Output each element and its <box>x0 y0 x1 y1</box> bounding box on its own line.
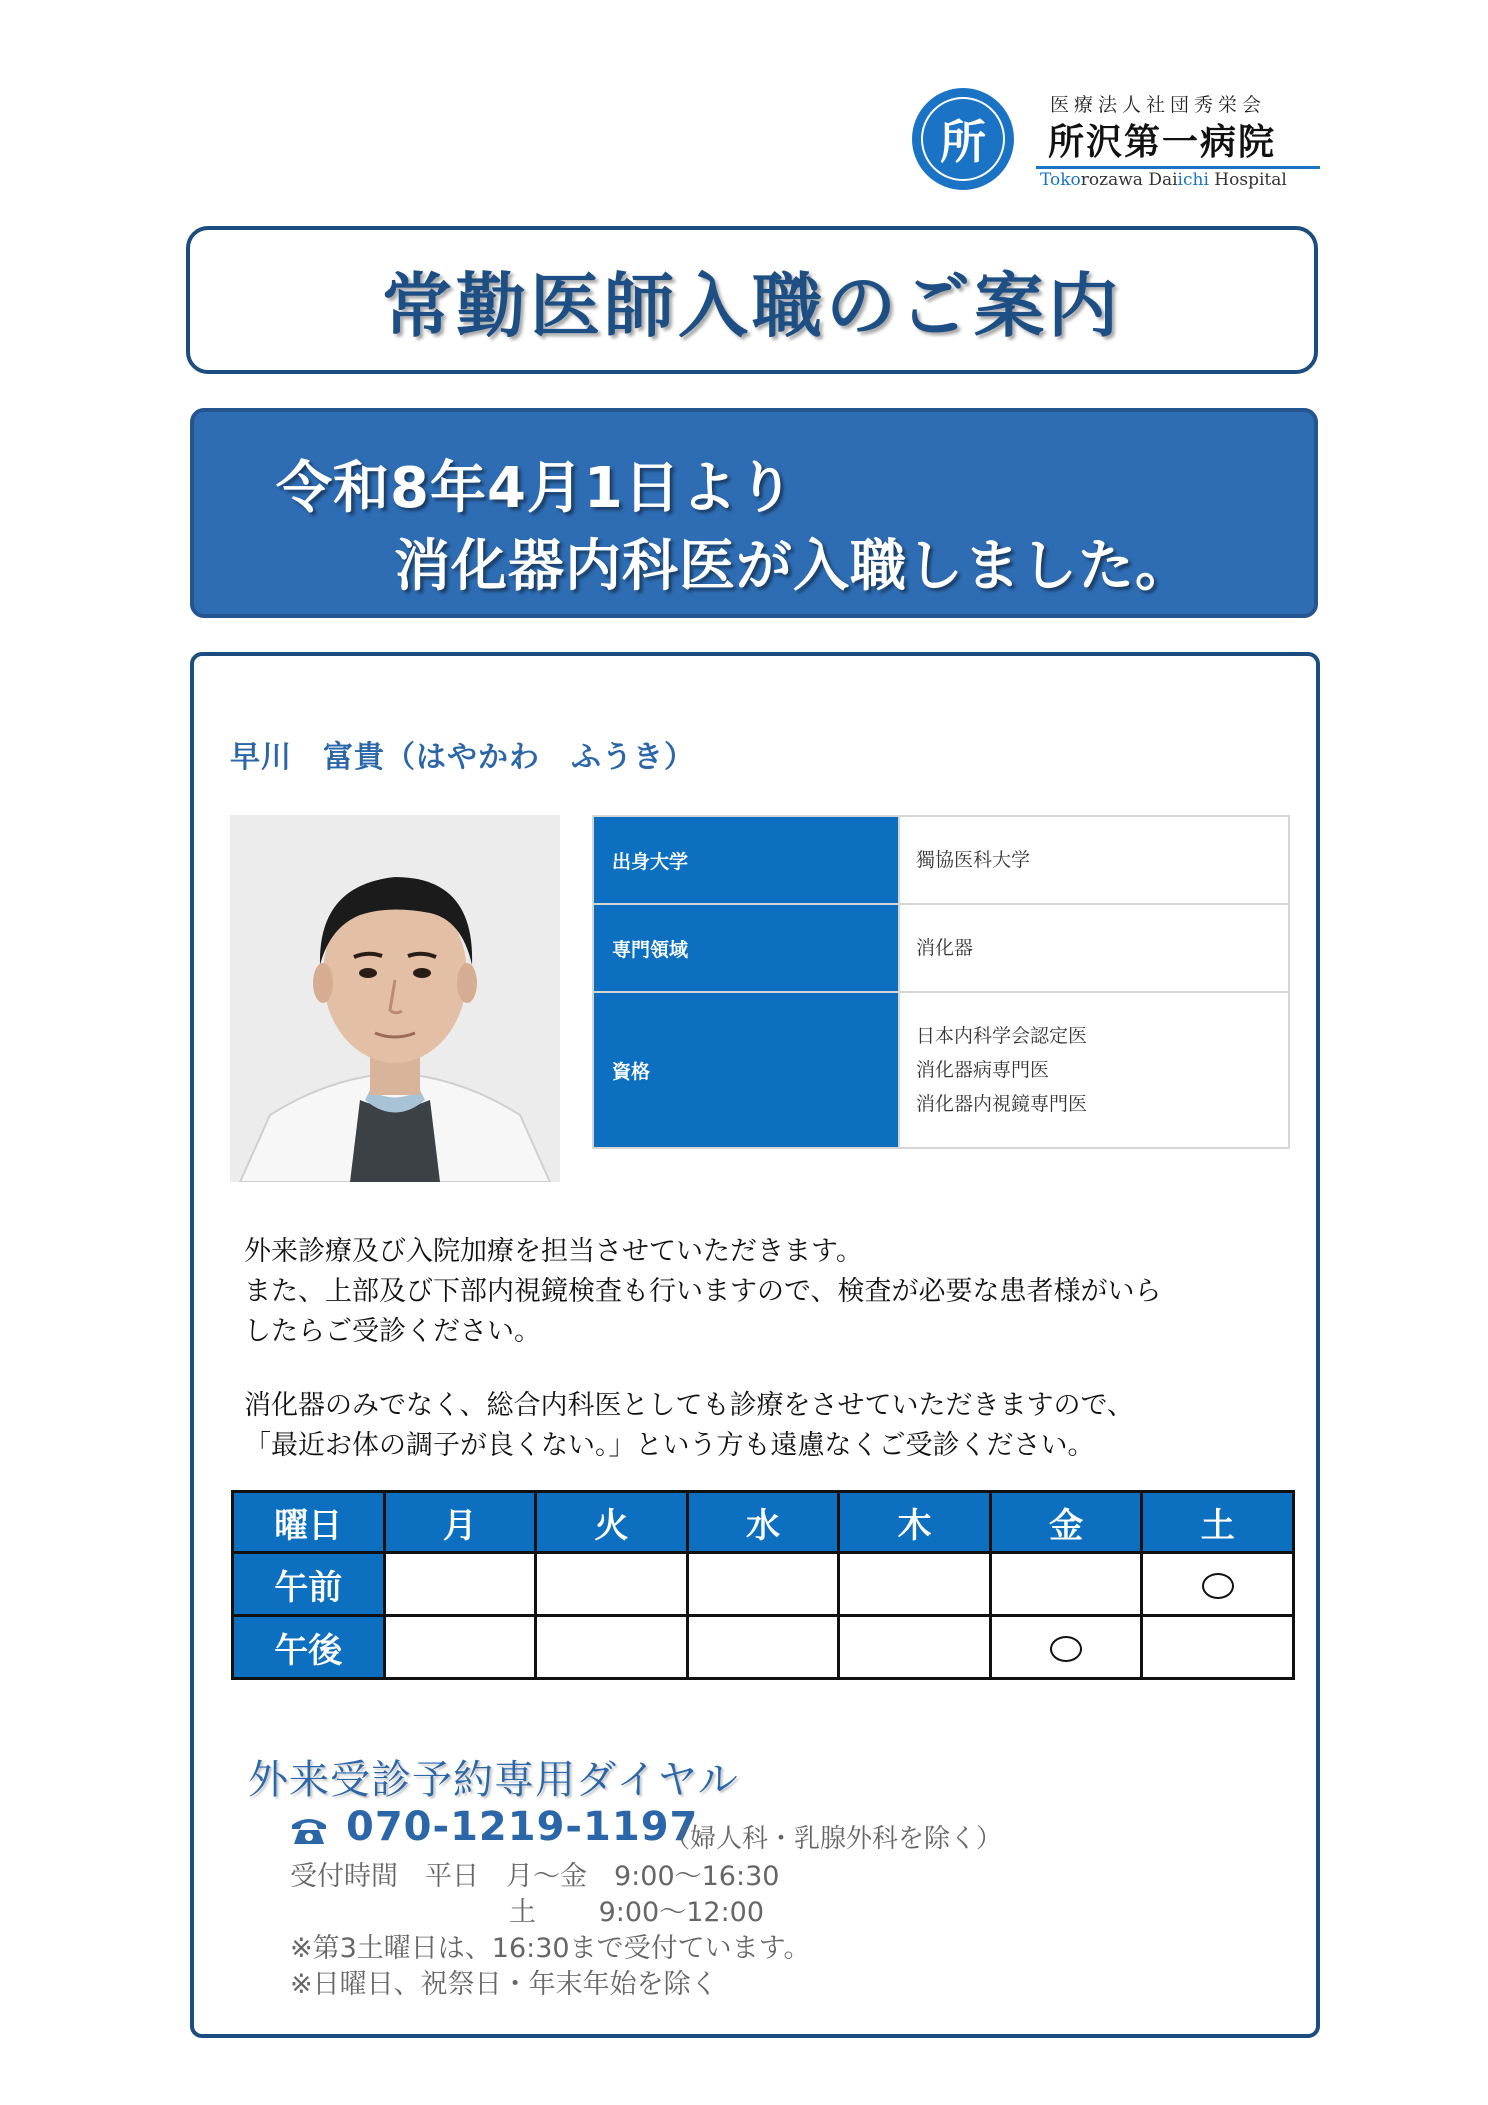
clinic-mark <box>1202 1573 1234 1599</box>
doctor-photo <box>230 815 560 1182</box>
english-name-part: rozawa Dai <box>1080 170 1178 190</box>
profile-value: 獨協医科大学 <box>899 816 1289 904</box>
english-name-part: ichi <box>1177 170 1209 190</box>
profile-label: 専門領域 <box>593 904 899 992</box>
profile-value: 消化器 <box>899 904 1289 992</box>
logo-underline <box>1036 166 1320 169</box>
schedule-header-cell: 火 <box>536 1492 688 1553</box>
message-paragraph-1 <box>244 1232 1161 1352</box>
phone-icon-graphic <box>290 1814 328 1848</box>
schedule-cell <box>990 1553 1142 1616</box>
english-name-part: Hospital <box>1208 170 1287 190</box>
schedule-cell <box>839 1616 991 1679</box>
schedule-header-cell: 土 <box>1142 1492 1294 1553</box>
schedule-cell <box>1142 1616 1294 1679</box>
reception-note-third-saturday: ※第3土曜日は、16:30まで受付ています。 <box>290 1933 811 1964</box>
schedule-row-afternoon <box>233 1616 1294 1679</box>
doctor-profile-table <box>592 815 1290 1149</box>
schedule-cell <box>687 1616 839 1679</box>
reservation-phone-number[interactable]: 070-1219-1197 <box>346 1804 699 1850</box>
logo-kanji: 所 <box>940 115 986 169</box>
profile-label: 出身大学 <box>593 816 899 904</box>
schedule-header-cell: 月 <box>384 1492 536 1553</box>
message-line: 「最近お体の調子が良くない。」という方も遠慮なくご受診ください。 <box>244 1430 1095 1461</box>
schedule-row-label: 午前 <box>233 1553 385 1616</box>
schedule-cell <box>536 1616 688 1679</box>
hospital-logo-mark <box>912 88 1014 190</box>
schedule-header-cell: 金 <box>990 1492 1142 1553</box>
qualification-item: 日本内科学会認定医 <box>916 1025 1088 1047</box>
schedule-cell <box>536 1553 688 1616</box>
schedule-header-cell: 木 <box>839 1492 991 1553</box>
phone-note: （婦人科・乳腺外科を除く） <box>664 1824 1003 1854</box>
profile-row-specialty <box>593 904 1289 992</box>
hospital-name: 所沢第一病院 <box>1048 122 1277 163</box>
reception-hours-weekday: 受付時間 平日 月～金 9:00～16:30 <box>290 1861 780 1892</box>
clinic-mark <box>1050 1636 1082 1662</box>
qualification-item: 消化器病専門医 <box>916 1059 1050 1081</box>
profile-row-university <box>593 816 1289 904</box>
schedule-cell <box>384 1616 536 1679</box>
profile-value-list <box>899 992 1289 1148</box>
schedule-header-row <box>233 1492 1294 1553</box>
phone-icon <box>290 1814 328 1848</box>
schedule-header-cell: 水 <box>687 1492 839 1553</box>
message-line: 外来診療及び入院加療を担当させていただきます。 <box>244 1236 863 1267</box>
announcement-banner <box>190 408 1318 618</box>
hospital-english-name <box>1040 170 1287 190</box>
schedule-row-label: 午後 <box>233 1616 385 1679</box>
schedule-cell <box>384 1553 536 1616</box>
schedule-row-morning <box>233 1553 1294 1616</box>
reception-note-holidays: ※日曜日、祝祭日・年末年始を除く <box>290 1969 718 2000</box>
doctor-name: 早川 富貴（はやかわ ふうき） <box>230 740 695 775</box>
schedule-header-cell: 曜日 <box>233 1492 385 1553</box>
profile-label: 資格 <box>593 992 899 1148</box>
schedule-cell <box>839 1553 991 1616</box>
schedule-cell <box>1142 1553 1294 1616</box>
message-paragraph-2 <box>244 1386 1134 1466</box>
profile-row-qualifications <box>593 992 1289 1148</box>
doctor-portrait-illustration <box>230 815 560 1182</box>
title-box <box>186 226 1318 374</box>
page-title: 常勤医師入職のご案内 <box>382 264 1122 347</box>
message-line: また、上部及び下部内視鏡検査も行いますので、検査が必要な患者様がいら <box>244 1276 1162 1307</box>
reservation-title: 外来受診予約専用ダイヤル <box>248 1757 739 1803</box>
corporation-name: 医療法人社団秀栄会 <box>1050 94 1267 116</box>
message-line: 消化器のみでなく、総合内科医としても診療をさせていただきますので、 <box>244 1390 1134 1421</box>
schedule-table <box>231 1490 1295 1680</box>
banner-line-1: 令和8年4月1日より <box>276 456 795 521</box>
schedule-cell <box>687 1553 839 1616</box>
english-name-part: Toko <box>1040 170 1081 190</box>
message-line: したらご受診ください。 <box>244 1316 541 1347</box>
banner-line-2: 消化器内科医が入職しました。 <box>394 534 1192 599</box>
schedule-cell <box>990 1616 1142 1679</box>
reception-hours-saturday: 土 9:00～12:00 <box>509 1897 765 1928</box>
qualification-item: 消化器内視鏡専門医 <box>916 1093 1088 1115</box>
